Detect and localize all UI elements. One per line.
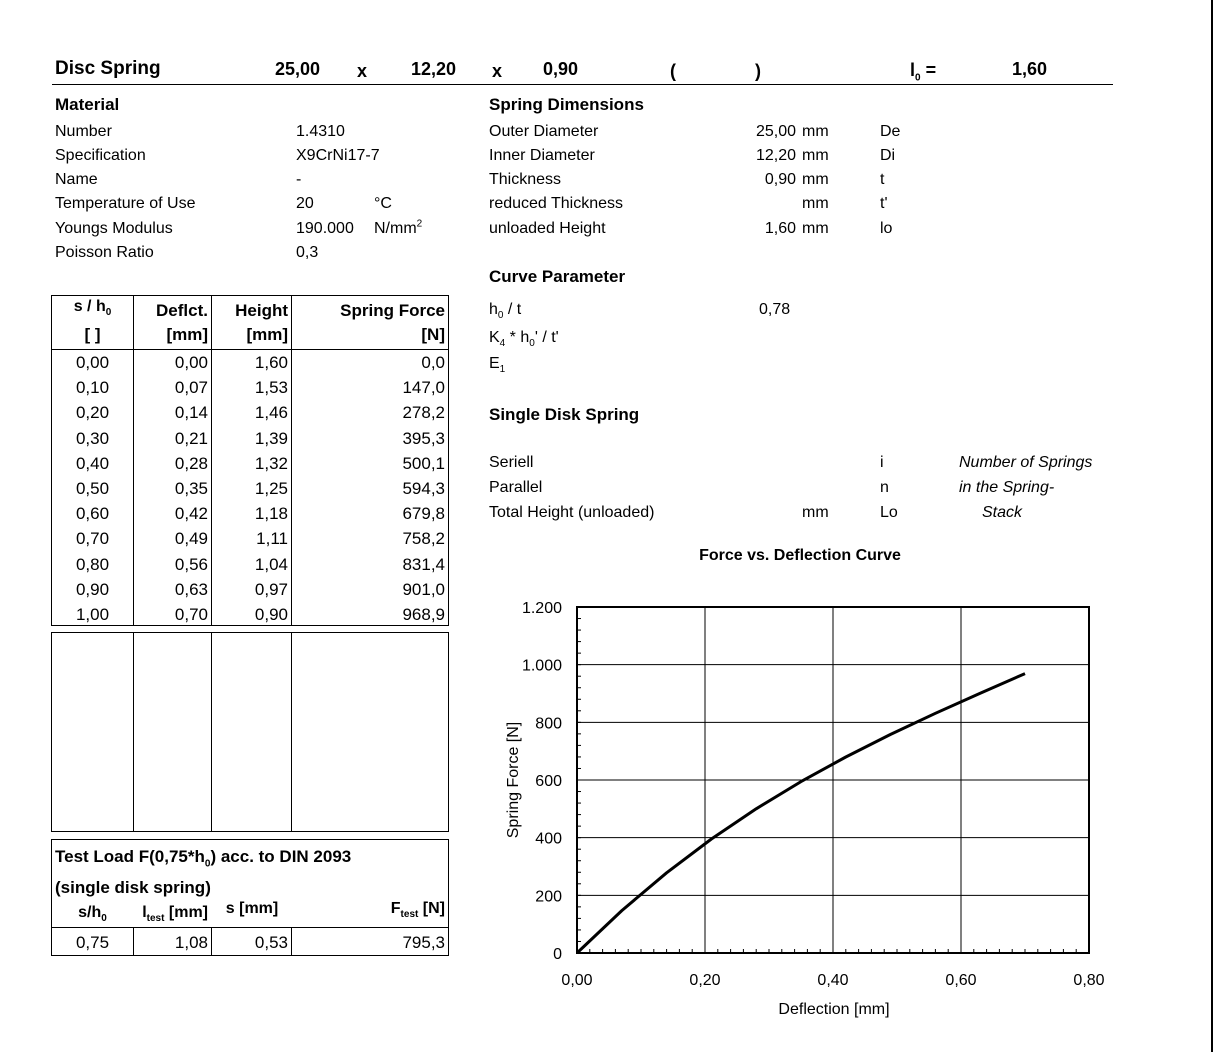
cell-force: 758,2 <box>402 529 445 549</box>
material-label-temperature: Temperature of Use <box>55 195 196 212</box>
e1-sub: 1 <box>499 364 506 376</box>
cell-sh0: 0,70 <box>75 529 110 549</box>
dimensions-heading: Spring Dimensions <box>489 95 644 114</box>
single-symbol-seriell: i <box>880 454 884 471</box>
single-label-parallel: Parallel <box>489 479 543 496</box>
cell-force: 831,4 <box>402 554 445 574</box>
single-heading: Single Disk Spring <box>489 405 640 424</box>
material-value-poisson: 0,3 <box>296 244 319 261</box>
cell-force: 901,0 <box>402 579 445 599</box>
chart-y-tick-label: 200 <box>535 888 562 906</box>
material-label-youngs: Youngs Modulus <box>55 220 173 237</box>
youngs-unit-base: N/mm <box>374 220 417 237</box>
dim-unit-inner: mm <box>802 147 829 164</box>
single-note-1: Number of Springs <box>959 454 1093 471</box>
cell-sh0: 0,80 <box>75 554 110 574</box>
cell-sh0: 0,20 <box>75 403 110 423</box>
cell-deflection: 0,70 <box>174 605 208 624</box>
l0-subscript: 0 <box>915 72 921 84</box>
cell-deflection: 0,00 <box>174 353 208 372</box>
test-title-b: ) acc. to DIN 2093 <box>210 847 352 866</box>
dim-value-inner: 12,20 <box>755 147 796 164</box>
cell-sh0: 0,90 <box>75 579 110 599</box>
k4-mid: * h <box>505 329 530 346</box>
cell-force: 395,3 <box>402 428 445 448</box>
chart-x-tick-label: 0,00 <box>561 972 593 989</box>
test-col-ltest-unit: [mm] <box>164 904 208 921</box>
dim-unit-reduced: mm <box>802 195 829 212</box>
page-title: Disc Spring <box>55 58 161 79</box>
chart-y-tick-label: 600 <box>535 773 562 790</box>
chart-x-tick-label: 0,80 <box>1073 972 1105 989</box>
cell-deflection: 0,35 <box>174 479 208 498</box>
youngs-unit-sup: 2 <box>416 218 423 230</box>
cell-deflection: 0,42 <box>174 504 208 524</box>
chart-series-line <box>577 674 1025 953</box>
k4-sub2: 0 <box>529 338 535 350</box>
dim-label-outer: Outer Diameter <box>489 123 599 140</box>
curve-param-heading: Curve Parameter <box>489 267 626 286</box>
dim-label-inner: Inner Diameter <box>489 147 595 164</box>
header-outer-diameter: 25,00 <box>274 59 320 79</box>
cell-height: 1,32 <box>254 453 288 473</box>
th-sh0-text: s / h <box>73 298 106 315</box>
dim-symbol-unloaded: lo <box>880 220 893 237</box>
single-label-seriell: Seriell <box>489 454 534 471</box>
dim-label-thickness: Thickness <box>489 171 562 188</box>
cell-sh0: 0,60 <box>75 504 110 524</box>
cell-deflection: 0,07 <box>174 378 208 398</box>
k4-rest: ' / t' <box>534 329 559 346</box>
material-value-youngs: 190.000 <box>296 220 354 237</box>
curve-param-h0t-value: 0,78 <box>759 301 791 318</box>
chart-y-tick-label: 1.000 <box>521 657 562 675</box>
material-heading: Material <box>55 95 120 114</box>
h0t-sub: 0 <box>497 310 504 322</box>
material-value-number: 1.4310 <box>296 123 345 140</box>
cell-deflection: 0,56 <box>174 554 208 574</box>
single-symbol-parallel: n <box>880 479 889 496</box>
cell-sh0: 0,30 <box>75 428 110 448</box>
material-label-number: Number <box>55 123 112 140</box>
cell-sh0: 1,00 <box>75 605 110 624</box>
chart-ticks <box>522 600 1105 989</box>
cell-force: 594,3 <box>402 479 445 498</box>
cell-height: 1,25 <box>254 479 288 498</box>
cell-force: 278,2 <box>402 403 445 423</box>
h0t-h: h <box>489 301 498 318</box>
th-height-unit: [mm] <box>246 325 288 344</box>
header-thickness: 0,90 <box>543 59 579 79</box>
test-col-ltest-l: l <box>142 904 147 921</box>
th-sh0-sub: 0 <box>105 307 112 319</box>
header-times-1: x <box>357 61 368 81</box>
test-title-sub: 0 <box>204 858 211 870</box>
cell-height: 1,46 <box>254 403 288 423</box>
chart-x-axis-label: Deflection [mm] <box>778 1001 890 1018</box>
chart-y-axis-label: Spring Force [N] <box>505 721 522 839</box>
chart-y-tick-label: 0 <box>553 946 562 963</box>
header-l0-value: 1,60 <box>1012 59 1048 79</box>
header-inner-diameter: 12,20 <box>410 59 456 79</box>
k4-k: K <box>489 329 500 346</box>
cell-height: 1,39 <box>254 428 288 448</box>
dim-symbol-outer: De <box>880 123 901 140</box>
cell-sh0: 0,10 <box>75 378 110 398</box>
dim-label-reduced: reduced Thickness <box>489 195 623 212</box>
test-value-ltest: 1,08 <box>174 933 208 952</box>
chart-x-tick-label: 0,60 <box>945 972 977 989</box>
material-label-poisson: Poisson Ratio <box>55 244 154 261</box>
cell-force: 0,0 <box>421 353 445 372</box>
cell-height: 0,90 <box>254 605 288 624</box>
cell-force: 679,8 <box>402 504 445 524</box>
cell-deflection: 0,28 <box>174 453 208 473</box>
material-value-specification: X9CrNi17-7 <box>296 147 380 164</box>
cell-force: 147,0 <box>402 378 445 398</box>
header-paren-open: ( <box>670 61 676 81</box>
cell-sh0: 0,00 <box>75 353 110 372</box>
header-paren-close: ) <box>755 61 761 81</box>
test-value-s: 0,53 <box>254 933 288 952</box>
single-note-2: in the Spring- <box>959 479 1055 496</box>
single-label-total: Total Height (unloaded) <box>489 504 655 521</box>
cell-height: 1,04 <box>254 554 288 574</box>
th-height: Height <box>235 301 288 320</box>
chart-title: Force vs. Deflection Curve <box>699 547 901 564</box>
dim-symbol-inner: Di <box>880 147 896 164</box>
material-value-temperature: 20 <box>296 195 314 212</box>
material-label-specification: Specification <box>55 147 146 164</box>
chart-grid <box>577 607 1089 953</box>
dim-symbol-thickness: t <box>880 171 885 188</box>
cell-deflection: 0,63 <box>174 579 208 599</box>
chart-y-tick-label: 1.200 <box>521 600 562 617</box>
cell-force: 500,1 <box>402 453 445 473</box>
cell-height: 0,97 <box>254 579 288 599</box>
test-value-ftest: 795,3 <box>402 933 445 952</box>
k4-sub: 4 <box>499 338 506 350</box>
test-col-ftest-sub: test <box>400 909 419 921</box>
chart-x-tick-label: 0,20 <box>689 972 721 989</box>
chart-x-tick-label: 0,40 <box>817 972 849 989</box>
material-value-name: - <box>296 171 302 188</box>
th-deflection: Deflct. <box>156 301 208 320</box>
cell-deflection: 0,14 <box>174 403 208 423</box>
dim-value-thickness: 0,90 <box>764 171 796 188</box>
cell-height: 1,11 <box>256 529 288 549</box>
dim-unit-outer: mm <box>802 123 829 140</box>
dim-symbol-reduced: t' <box>880 195 888 212</box>
cell-sh0: 0,50 <box>75 479 110 498</box>
cell-deflection: 0,21 <box>174 428 208 448</box>
header-times-2: x <box>492 61 503 81</box>
chart-y-tick-label: 400 <box>535 830 562 848</box>
th-spring-force-unit: [N] <box>421 325 445 344</box>
material-label-name: Name <box>55 171 98 188</box>
test-title-a: Test Load F(0,75*h <box>55 847 205 866</box>
test-col-ftest-unit: [N] <box>418 900 445 917</box>
cell-height: 1,60 <box>254 353 288 372</box>
th-sh0-unit: [ ] <box>84 325 101 344</box>
cell-height: 1,18 <box>254 504 288 524</box>
cell-force: 968,9 <box>402 605 445 624</box>
test-col-sh0-sub: 0 <box>101 913 107 925</box>
test-load-subtitle: (single disk spring) <box>55 878 211 897</box>
th-deflection-unit: [mm] <box>166 325 208 344</box>
cell-sh0: 0,40 <box>75 453 110 473</box>
th-spring-force: Spring Force <box>340 301 445 320</box>
dim-label-unloaded: unloaded Height <box>489 220 606 237</box>
single-symbol-total: Lo <box>880 504 898 521</box>
e1-e: E <box>489 355 500 372</box>
dim-unit-unloaded: mm <box>802 220 829 237</box>
h0t-rest: / t <box>503 301 522 318</box>
dim-unit-thickness: mm <box>802 171 829 188</box>
test-col-sh0-text: s/h <box>78 904 102 921</box>
test-col-ftest-f: F <box>390 900 401 917</box>
test-col-ltest-sub: test <box>146 913 165 925</box>
l0-letter: l <box>910 60 916 80</box>
cell-height: 1,53 <box>254 378 288 398</box>
l0-equals: = <box>925 60 937 80</box>
chart-y-tick-label: 800 <box>535 715 562 733</box>
material-unit-temperature: °C <box>374 195 392 212</box>
dim-value-unloaded: 1,60 <box>764 220 796 237</box>
cell-deflection: 0,49 <box>174 529 208 549</box>
test-col-s: s [mm] <box>225 900 279 917</box>
test-value-sh0: 0,75 <box>75 933 110 952</box>
single-note-3: Stack <box>982 504 1023 521</box>
single-unit-total: mm <box>802 504 829 521</box>
chart-series <box>577 674 1025 953</box>
dim-value-outer: 25,00 <box>755 123 796 140</box>
